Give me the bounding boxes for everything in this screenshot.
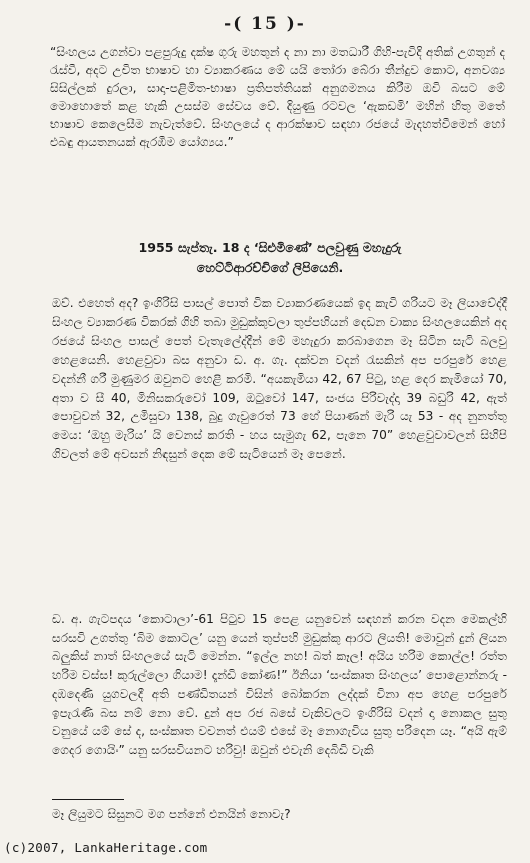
body-paragraph-1: ඔව්. එහෙත් අද? ඉංගිරිසි පාසල් පොත් වික ව්‍යාකරණයෙක් ඉද කැවි ගරියට මෑ ලියාවේද්දී සිංහල ව්‍යාකරණ විකරක් ගිහි තබා මුඩුක්කුවලා තුප්පහියන් දෙඩන වාක්‍ය සිංහලයෙකින් අද රජයේ සිංහල පාසල් පෙත් වැතැලේද්දීන් මේ මහැදුරා කරබාගෙන මෑ සිටින සැටි බලවු හෙළයෙනි. හෙළවුවා බස අනුවා ඩ. අ. ගැ. දක්වන වදන් රැසකින් අප පරපුරේ හෙළ වදන්නී ගරී මුණුමර ඔවුනට හෙළි කරමි. “අයකැමියා 42, 67 පිටු, හළ දෙර කැමියෝ 70, අතා ව සී 40, මිනිසකරුවෝ 109, ඔටුවෝ 147, සංජය පිරිවැද්දා 39 බඩුරි 42, ඇත් පොවුවන් 32, උමිසුවා 138, බුදු ගැවුරෙත් 73 හේ පියාණන් මැරි යැ 53 - අද නුනත්තු මෙය: ‘ඔහු මැරිය’ යි වෙනස් කරති - හය සැමුගැ 62, පැනෙ 70” හෙළවුවාවලන් සිහිපි ගිවලත් මේ අවසන් නිඳසුන් දෙක මේ සැටියෙන් මෑ පෙනේ. (52, 296, 507, 462)
quoted-paragraph: “සිංහලය උගන්වා පළපුරුදු දක්ෂ ගුරු මහතුන් ද නා නා මතධාරී ගිහි-පැවිදි අතික් උගතුන් ද රැස්වී, අදට උචිත භාෂාව හා ව්‍යාකරණය මේ යයි තෝරා බේරා තීන්දුව කොට, අනවශ්‍ය සිසිල්ලක් දුරලා, සාදා-පළිමිත-භාෂා ප්‍රතිපත්තියක් අනුගමනය කිරීම ඔවි බසට මේ මොහොතේ කළ හැකි උසස්ම සේවය වේ. දියුණු රටවල ‘ඇකඩමි’ මහින් හිතු මතේ භාෂාව කෙලෙසීම නැවැත්වේ. සිංහලයේ ද ආරක්ෂාව සඳහා රජයේ මැදහත්වීමෙන් හෝ එබඳු ආයතනයක් ඇරඹීම යෝග්‍යය.” (50, 45, 505, 149)
closing-line: මෑ ලියුමට සිසුනට මග පන්නේ එනයින් නොවැ? (52, 807, 291, 821)
heading-line-1: 1955 සැප්තැ. 18 ද ‘සිළුමිණේ’ පලවුණු මහැදුරු (138, 240, 402, 255)
page-number: -( 15 )- (224, 14, 306, 34)
underline-rule (52, 799, 124, 800)
body-paragraph-2: ඩ. අ. ගැටපදය ‘කොටාලා’-61 පිටුව 15 පෙළ යනුවෙන් සඳහන් කරන වදන මෙකල්හි සරසවි උගත්තු ‘බිම කොටල’ යනු යෙන් තුප්පහි මුඩුක්කු ආරට ලියති! මොවුන් දුන් ලියන බලුකිස් නාත් සිංහලයේ සැටි මෙන්න. “ඉල්ල නහ! බත් කෑල! අයිය හරිම කොල්ල! රත්ත හරිම වස්ස! කුරුල්ලො ගියාම! දෑන්ඩි කෝණ!” ඊනියා ‘සංස්කෘත සිංහලය’ පොළොන්නරු - දඹදෙණි යුගවලදී අති පණ්ඩිතයන් විසින් බෝකරන ලද්දක් විනා අප හෙළ පරපුරේ ඉපැරැණි බස නම් නො වේ. දුන් අප රජ බසේ වැකිවලට ඉංගිරිසි වදන් දා නොකල සුතු වනුයේ යම් සේ ද, සංස්කෘත වචනත් එයම් එසේ මෑ නොගැවිය සුතු පරිදෙන යෑ. “අයි ඇම් ගෙදර ගොයිං” යනු සරසවියනට හරිවු! ඔවුන් එවැනි දෙබිඩි වැකි (52, 612, 507, 757)
copyright-notice: (c)2007, LankaHeritage.com (4, 840, 208, 855)
section-heading (60, 238, 480, 278)
heading-line-2: හෙට්ටිආරච්චිගේ ලිපියෙනි. (196, 260, 344, 275)
